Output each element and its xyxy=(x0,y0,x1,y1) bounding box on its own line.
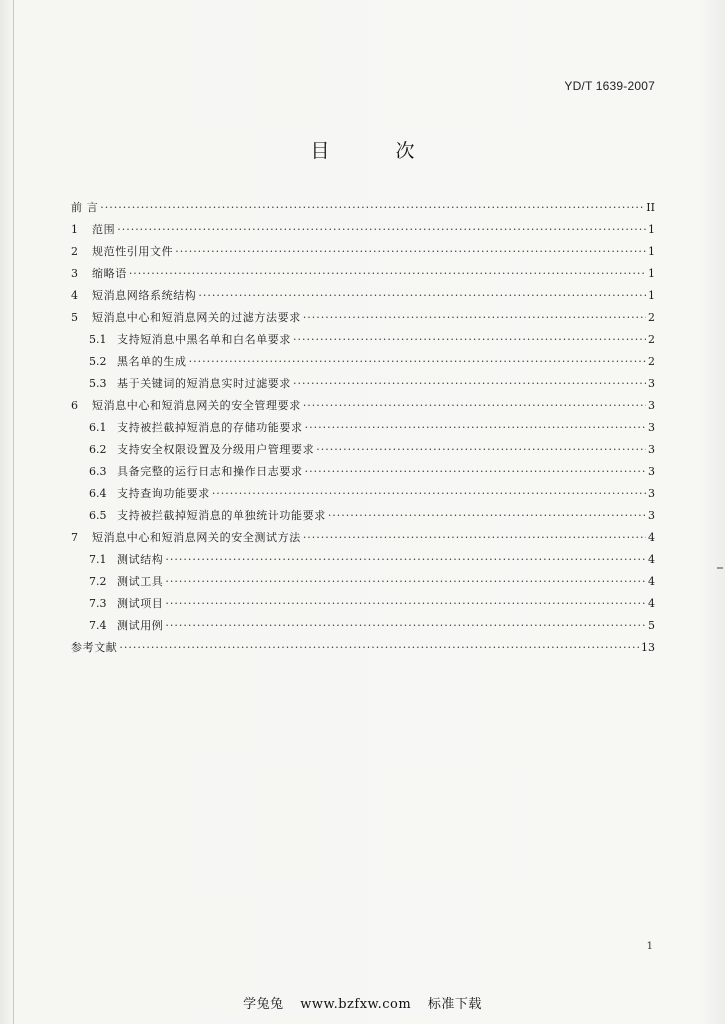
toc-entry-page: II xyxy=(646,201,655,214)
toc-entry-page: 5 xyxy=(648,619,655,632)
toc-entry-page: 4 xyxy=(648,531,655,544)
toc-entry-number: 1 xyxy=(71,223,78,236)
watermark-text: 标准下载 xyxy=(427,997,482,1012)
toc-entry-page: 2 xyxy=(648,311,655,324)
toc-entry-label: 短消息中心和短消息网关的安全管理要求 xyxy=(92,399,301,412)
toc-entry[interactable] xyxy=(71,285,655,307)
toc-entry-number: 2 xyxy=(71,245,78,258)
toc-entry-page: 4 xyxy=(648,553,655,566)
toc-entry-label: 范围 xyxy=(92,223,116,236)
toc-entry-number: 6 xyxy=(71,399,78,412)
toc-entry-page: 3 xyxy=(648,421,655,434)
toc-dot-leader xyxy=(316,439,646,461)
toc-entry-label: 支持被拦截掉短消息的单独统计功能要求 xyxy=(117,509,326,522)
toc-entry-label: 支持安全权限设置及分级用户管理要求 xyxy=(117,443,315,456)
toc-entry[interactable] xyxy=(71,527,655,549)
toc-entry-page: 3 xyxy=(648,399,655,412)
toc-entry[interactable] xyxy=(71,219,655,241)
toc-entry-number: 6.2 xyxy=(89,443,107,456)
toc-dot-leader xyxy=(100,197,644,219)
toc-entry[interactable] xyxy=(71,461,655,483)
toc-dot-leader xyxy=(165,549,646,571)
toc-entry[interactable] xyxy=(71,637,655,659)
toc-entry[interactable] xyxy=(71,395,655,417)
toc-entry-label: 支持被拦截掉短消息的存储功能要求 xyxy=(117,421,303,434)
toc-entry-label: 短消息中心和短消息网关的安全测试方法 xyxy=(92,531,301,544)
toc-title: 目 次 xyxy=(310,140,445,162)
toc-entry[interactable] xyxy=(71,197,655,219)
toc-entry-label: 支持短消息中黑名单和白名单要求 xyxy=(117,333,291,346)
scan-edge-mark xyxy=(717,567,723,569)
toc-dot-leader xyxy=(165,593,646,615)
toc-entry-number: 6.4 xyxy=(89,487,107,500)
toc-dot-leader xyxy=(189,351,646,373)
toc-dot-leader xyxy=(303,527,646,549)
toc-dot-leader xyxy=(212,483,646,505)
toc-entry[interactable] xyxy=(71,373,655,395)
toc-entry-page: 4 xyxy=(648,597,655,610)
toc-entry[interactable] xyxy=(71,439,655,461)
watermark-url: www.bzfxw.com xyxy=(300,997,412,1012)
toc-entry[interactable] xyxy=(71,571,655,593)
toc-entry-label: 基于关键词的短消息实时过滤要求 xyxy=(117,377,291,390)
toc-entry-page: 4 xyxy=(648,575,655,588)
toc-entry-number: 5 xyxy=(71,311,78,324)
toc-entry-number: 5.3 xyxy=(89,377,107,390)
toc-entry-label: 黑名单的生成 xyxy=(117,355,187,368)
toc-entry[interactable] xyxy=(71,263,655,285)
toc-entry-page: 3 xyxy=(648,487,655,500)
toc-dot-leader xyxy=(165,571,646,593)
toc-entry[interactable] xyxy=(71,241,655,263)
toc-dot-leader xyxy=(303,395,646,417)
toc-entry-label: 测试结构 xyxy=(117,553,164,566)
toc-dot-leader xyxy=(198,285,646,307)
toc-entry[interactable] xyxy=(71,549,655,571)
toc-entry-number: 5.1 xyxy=(89,333,107,346)
toc-entry-label: 缩略语 xyxy=(92,267,127,280)
toc-dot-leader xyxy=(305,461,646,483)
toc-entry-label: 参考文献 xyxy=(71,641,118,654)
document-code: YD/T 1639-2007 xyxy=(564,79,655,93)
toc-entry-number: 4 xyxy=(71,289,78,302)
toc-dot-leader xyxy=(117,219,646,241)
toc-entry[interactable] xyxy=(71,351,655,373)
toc-dot-leader xyxy=(119,637,639,659)
toc-entry-label: 测试用例 xyxy=(117,619,164,632)
toc-entry[interactable] xyxy=(71,615,655,637)
toc-entry-page: 1 xyxy=(648,223,655,236)
toc-dot-leader xyxy=(293,373,646,395)
toc-entry-label: 具备完整的运行日志和操作日志要求 xyxy=(117,465,303,478)
toc-entry-page: 1 xyxy=(648,267,655,280)
toc-dot-leader xyxy=(328,505,646,527)
toc-entry-number: 7.4 xyxy=(89,619,107,632)
table-of-contents xyxy=(71,197,655,659)
toc-entry-number: 3 xyxy=(71,267,78,280)
toc-entry-page: 13 xyxy=(641,641,655,654)
toc-entry-label: 规范性引用文件 xyxy=(92,245,174,258)
watermark xyxy=(0,993,725,1012)
toc-dot-leader xyxy=(175,241,646,263)
toc-entry-page: 3 xyxy=(648,465,655,478)
toc-entry-page: 3 xyxy=(648,509,655,522)
toc-entry-number: 7.2 xyxy=(89,575,107,588)
toc-dot-leader xyxy=(303,307,646,329)
toc-entry[interactable] xyxy=(71,593,655,615)
toc-entry-label: 短消息中心和短消息网关的过滤方法要求 xyxy=(92,311,301,324)
toc-entry-number: 7.3 xyxy=(89,597,107,610)
toc-entry-number: 6.1 xyxy=(89,421,107,434)
toc-entry-number: 7 xyxy=(71,531,78,544)
toc-entry-page: 1 xyxy=(648,245,655,258)
toc-entry-number: 5.2 xyxy=(89,355,107,368)
toc-entry-page: 2 xyxy=(648,355,655,368)
toc-dot-leader xyxy=(165,615,646,637)
toc-entry-number: 6.5 xyxy=(89,509,107,522)
toc-entry-label: 短消息网络系统结构 xyxy=(92,289,197,302)
toc-entry-number: 6.3 xyxy=(89,465,107,478)
toc-entry-label: 测试项目 xyxy=(117,597,164,610)
toc-entry-label: 测试工具 xyxy=(117,575,164,588)
toc-entry[interactable] xyxy=(71,417,655,439)
toc-entry-label: 前 言 xyxy=(71,201,99,214)
toc-dot-leader xyxy=(129,263,646,285)
toc-entry[interactable] xyxy=(71,329,655,351)
toc-entry-page: 3 xyxy=(648,377,655,390)
toc-entry[interactable] xyxy=(71,483,655,505)
toc-entry-label: 支持查询功能要求 xyxy=(117,487,210,500)
toc-entry-number: 7.1 xyxy=(89,553,107,566)
watermark-site: 学兔兔 xyxy=(243,997,284,1012)
toc-dot-leader xyxy=(305,417,646,439)
toc-entry[interactable] xyxy=(71,307,655,329)
toc-dot-leader xyxy=(293,329,646,351)
toc-entry-page: 1 xyxy=(648,289,655,302)
page-number: 1 xyxy=(646,941,653,952)
toc-entry[interactable] xyxy=(71,505,655,527)
toc-entry-page: 2 xyxy=(648,333,655,346)
toc-entry-page: 3 xyxy=(648,443,655,456)
